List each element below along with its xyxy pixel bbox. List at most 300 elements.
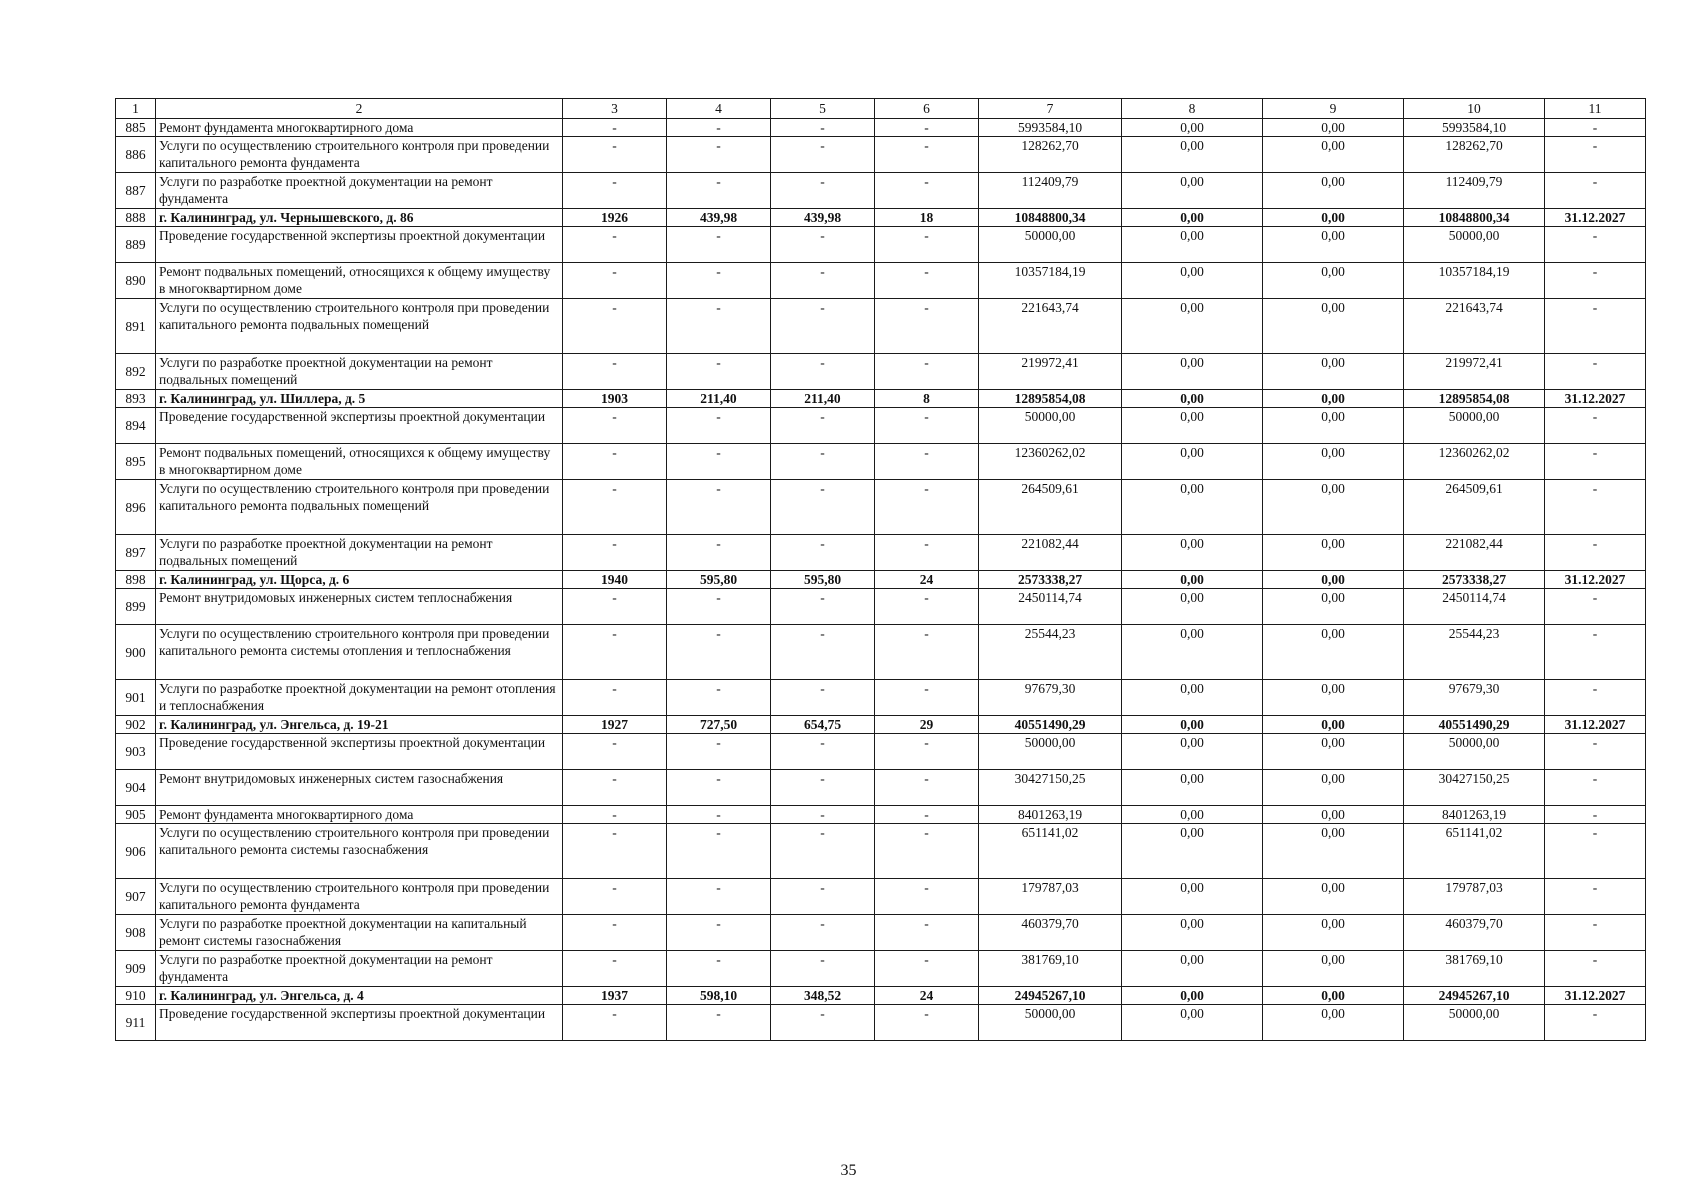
column-header: 7 — [979, 99, 1122, 119]
cell-total-cost: 50000,00 — [979, 227, 1122, 263]
row-number: 900 — [116, 625, 156, 680]
cell-year: - — [563, 408, 667, 444]
cell-year: - — [563, 824, 667, 879]
row-number: 896 — [116, 480, 156, 535]
cell-deadline: - — [1545, 354, 1646, 390]
row-number: 890 — [116, 263, 156, 299]
cell-cost-col9: 0,00 — [1263, 137, 1404, 173]
cell-total-cost: 97679,30 — [979, 680, 1122, 716]
cell-year: - — [563, 1005, 667, 1041]
cell-cost-col10: 112409,79 — [1404, 173, 1545, 209]
cell-residents: - — [875, 589, 979, 625]
cell-total-cost: 24945267,10 — [979, 987, 1122, 1005]
work-row — [116, 137, 1646, 173]
cell-cost-col8: 0,00 — [1122, 951, 1263, 987]
cell-total-cost: 50000,00 — [979, 1005, 1122, 1041]
cell-deadline: - — [1545, 589, 1646, 625]
work-description: Услуги по осуществлению строительного контроля при проведении капитального ремонта системы газоснабжения — [156, 824, 563, 879]
cell-cost-col9: 0,00 — [1263, 680, 1404, 716]
cell-area-total: - — [667, 354, 771, 390]
cell-area-total: - — [667, 299, 771, 354]
cell-total-cost: 30427150,25 — [979, 770, 1122, 806]
column-header: 3 — [563, 99, 667, 119]
cell-area-total: - — [667, 535, 771, 571]
row-number: 911 — [116, 1005, 156, 1041]
cell-area-total: 211,40 — [667, 390, 771, 408]
cell-cost-col8: 0,00 — [1122, 137, 1263, 173]
column-header: 8 — [1122, 99, 1263, 119]
cell-total-cost: 112409,79 — [979, 173, 1122, 209]
work-row — [116, 480, 1646, 535]
cell-cost-col9: 0,00 — [1263, 716, 1404, 734]
address-row — [116, 390, 1646, 408]
cell-area-total: - — [667, 589, 771, 625]
work-description: Ремонт внутридомовых инженерных систем газоснабжения — [156, 770, 563, 806]
cell-total-cost: 179787,03 — [979, 879, 1122, 915]
cell-area-living: - — [771, 444, 875, 480]
cell-area-total: - — [667, 408, 771, 444]
cell-cost-col10: 12360262,02 — [1404, 444, 1545, 480]
address-row — [116, 987, 1646, 1005]
cell-area-living: - — [771, 263, 875, 299]
cell-cost-col9: 0,00 — [1263, 625, 1404, 680]
cell-area-total: - — [667, 915, 771, 951]
cell-cost-col9: 0,00 — [1263, 390, 1404, 408]
cell-year: - — [563, 354, 667, 390]
cell-cost-col8: 0,00 — [1122, 734, 1263, 770]
cell-total-cost: 264509,61 — [979, 480, 1122, 535]
cell-year: - — [563, 770, 667, 806]
cell-residents: - — [875, 173, 979, 209]
cell-area-living: - — [771, 879, 875, 915]
work-description: Услуги по разработке проектной документации на ремонт фундамента — [156, 951, 563, 987]
cell-area-living: 211,40 — [771, 390, 875, 408]
cell-cost-col9: 0,00 — [1263, 444, 1404, 480]
cell-area-total: - — [667, 263, 771, 299]
cell-area-living: - — [771, 535, 875, 571]
cell-residents: - — [875, 119, 979, 137]
work-description: г. Калининград, ул. Энгельса, д. 19-21 — [156, 716, 563, 734]
cell-year: - — [563, 227, 667, 263]
column-header: 5 — [771, 99, 875, 119]
cell-total-cost: 40551490,29 — [979, 716, 1122, 734]
cell-cost-col9: 0,00 — [1263, 987, 1404, 1005]
cell-area-living: 654,75 — [771, 716, 875, 734]
cell-area-living: 439,98 — [771, 209, 875, 227]
row-number: 895 — [116, 444, 156, 480]
column-header: 1 — [116, 99, 156, 119]
cell-residents: - — [875, 879, 979, 915]
cell-cost-col9: 0,00 — [1263, 571, 1404, 589]
work-description: г. Калининград, ул. Энгельса, д. 4 — [156, 987, 563, 1005]
work-description: Проведение государственной экспертизы проектной документации — [156, 408, 563, 444]
cell-deadline: 31.12.2027 — [1545, 209, 1646, 227]
work-row — [116, 770, 1646, 806]
cell-cost-col9: 0,00 — [1263, 408, 1404, 444]
row-number: 888 — [116, 209, 156, 227]
work-description: Ремонт подвальных помещений, относящихся к общему имуществу в многоквартирном доме — [156, 444, 563, 480]
row-number: 898 — [116, 571, 156, 589]
cell-residents: - — [875, 408, 979, 444]
work-row — [116, 354, 1646, 390]
cell-year: - — [563, 915, 667, 951]
cell-cost-col10: 8401263,19 — [1404, 806, 1545, 824]
cell-cost-col10: 10357184,19 — [1404, 263, 1545, 299]
cell-cost-col8: 0,00 — [1122, 390, 1263, 408]
cell-cost-col9: 0,00 — [1263, 589, 1404, 625]
cell-area-living: - — [771, 119, 875, 137]
row-number: 886 — [116, 137, 156, 173]
work-row — [116, 951, 1646, 987]
cell-year: - — [563, 951, 667, 987]
cell-deadline: - — [1545, 824, 1646, 879]
cell-residents: - — [875, 824, 979, 879]
cell-area-living: - — [771, 589, 875, 625]
row-number: 907 — [116, 879, 156, 915]
row-number: 903 — [116, 734, 156, 770]
work-description: Проведение государственной экспертизы проектной документации — [156, 227, 563, 263]
work-description: Услуги по осуществлению строительного контроля при проведении капитального ремонта подвальных помещений — [156, 480, 563, 535]
work-row — [116, 824, 1646, 879]
cell-residents: - — [875, 680, 979, 716]
cell-cost-col10: 50000,00 — [1404, 734, 1545, 770]
cell-cost-col8: 0,00 — [1122, 625, 1263, 680]
work-description: Услуги по осуществлению строительного контроля при проведении капитального ремонта фундамента — [156, 879, 563, 915]
cell-total-cost: 12360262,02 — [979, 444, 1122, 480]
cell-area-living: - — [771, 734, 875, 770]
cell-deadline: - — [1545, 137, 1646, 173]
cell-residents: - — [875, 137, 979, 173]
cell-cost-col8: 0,00 — [1122, 480, 1263, 535]
work-description: Услуги по осуществлению строительного контроля при проведении капитального ремонта системы отопления и теплоснабжения — [156, 625, 563, 680]
cell-residents: - — [875, 625, 979, 680]
cell-cost-col10: 40551490,29 — [1404, 716, 1545, 734]
cell-deadline: - — [1545, 1005, 1646, 1041]
cell-cost-col9: 0,00 — [1263, 806, 1404, 824]
cell-year: 1926 — [563, 209, 667, 227]
cell-cost-col9: 0,00 — [1263, 879, 1404, 915]
cell-cost-col9: 0,00 — [1263, 1005, 1404, 1041]
cell-deadline: - — [1545, 263, 1646, 299]
cell-deadline: - — [1545, 770, 1646, 806]
address-row — [116, 716, 1646, 734]
cell-area-total: 439,98 — [667, 209, 771, 227]
cell-year: 1903 — [563, 390, 667, 408]
cell-cost-col8: 0,00 — [1122, 806, 1263, 824]
cell-area-total: - — [667, 480, 771, 535]
work-row — [116, 734, 1646, 770]
work-description: Проведение государственной экспертизы проектной документации — [156, 734, 563, 770]
page-number: 35 — [840, 1162, 857, 1179]
address-row — [116, 209, 1646, 227]
row-number: 902 — [116, 716, 156, 734]
work-description: Услуги по разработке проектной документации на капитальный ремонт системы газоснабжения — [156, 915, 563, 951]
cell-cost-col10: 50000,00 — [1404, 408, 1545, 444]
cell-area-living: - — [771, 408, 875, 444]
cell-total-cost: 221082,44 — [979, 535, 1122, 571]
cell-cost-col9: 0,00 — [1263, 915, 1404, 951]
cell-area-total: - — [667, 770, 771, 806]
cell-residents: - — [875, 444, 979, 480]
cell-deadline: - — [1545, 444, 1646, 480]
cell-cost-col10: 10848800,34 — [1404, 209, 1545, 227]
cell-area-total: - — [667, 444, 771, 480]
cell-deadline: - — [1545, 734, 1646, 770]
cell-residents: 8 — [875, 390, 979, 408]
work-description: г. Калининград, ул. Щорса, д. 6 — [156, 571, 563, 589]
work-description: Проведение государственной экспертизы проектной документации — [156, 1005, 563, 1041]
row-number: 894 — [116, 408, 156, 444]
work-row — [116, 625, 1646, 680]
cell-area-total: - — [667, 119, 771, 137]
work-description: Ремонт подвальных помещений, относящихся к общему имуществу в многоквартирном доме — [156, 263, 563, 299]
cell-deadline: 31.12.2027 — [1545, 390, 1646, 408]
row-number: 897 — [116, 535, 156, 571]
cell-area-total: 598,10 — [667, 987, 771, 1005]
work-description: Ремонт внутридомовых инженерных систем теплоснабжения — [156, 589, 563, 625]
row-number: 906 — [116, 824, 156, 879]
row-number: 904 — [116, 770, 156, 806]
cell-residents: - — [875, 915, 979, 951]
cell-cost-col10: 460379,70 — [1404, 915, 1545, 951]
cell-cost-col10: 50000,00 — [1404, 1005, 1545, 1041]
cell-cost-col10: 128262,70 — [1404, 137, 1545, 173]
column-header: 9 — [1263, 99, 1404, 119]
cell-area-living: - — [771, 173, 875, 209]
cell-year: - — [563, 535, 667, 571]
cell-total-cost: 2573338,27 — [979, 571, 1122, 589]
cell-area-total: - — [667, 680, 771, 716]
cell-cost-col9: 0,00 — [1263, 734, 1404, 770]
cell-area-living: - — [771, 299, 875, 354]
work-row — [116, 1005, 1646, 1041]
cell-area-total: - — [667, 173, 771, 209]
cell-residents: - — [875, 263, 979, 299]
cell-year: - — [563, 625, 667, 680]
cell-year: - — [563, 263, 667, 299]
cell-deadline: - — [1545, 951, 1646, 987]
work-row — [116, 915, 1646, 951]
column-header: 6 — [875, 99, 979, 119]
row-number: 909 — [116, 951, 156, 987]
cell-deadline: - — [1545, 625, 1646, 680]
cell-residents: 18 — [875, 209, 979, 227]
cell-cost-col8: 0,00 — [1122, 444, 1263, 480]
row-number: 905 — [116, 806, 156, 824]
work-description: Ремонт фундамента многоквартирного дома — [156, 806, 563, 824]
cell-residents: - — [875, 806, 979, 824]
cell-residents: 29 — [875, 716, 979, 734]
cell-residents: - — [875, 535, 979, 571]
cell-total-cost: 50000,00 — [979, 734, 1122, 770]
row-number: 901 — [116, 680, 156, 716]
cell-residents: - — [875, 1005, 979, 1041]
work-description: г. Калининград, ул. Шиллера, д. 5 — [156, 390, 563, 408]
cell-total-cost: 2450114,74 — [979, 589, 1122, 625]
cell-cost-col9: 0,00 — [1263, 824, 1404, 879]
cell-total-cost: 50000,00 — [979, 408, 1122, 444]
cell-cost-col8: 0,00 — [1122, 299, 1263, 354]
cell-cost-col8: 0,00 — [1122, 535, 1263, 571]
cell-area-living: 595,80 — [771, 571, 875, 589]
cell-deadline: - — [1545, 915, 1646, 951]
cell-area-total: - — [667, 625, 771, 680]
cell-cost-col9: 0,00 — [1263, 263, 1404, 299]
column-header: 11 — [1545, 99, 1646, 119]
row-number: 908 — [116, 915, 156, 951]
cell-cost-col10: 12895854,08 — [1404, 390, 1545, 408]
cell-area-total: 727,50 — [667, 716, 771, 734]
cell-cost-col8: 0,00 — [1122, 879, 1263, 915]
column-header: 4 — [667, 99, 771, 119]
cell-year: - — [563, 173, 667, 209]
cell-cost-col8: 0,00 — [1122, 227, 1263, 263]
cell-area-total: - — [667, 227, 771, 263]
cell-cost-col9: 0,00 — [1263, 299, 1404, 354]
cell-cost-col8: 0,00 — [1122, 354, 1263, 390]
cell-deadline: - — [1545, 173, 1646, 209]
cell-cost-col8: 0,00 — [1122, 571, 1263, 589]
cell-cost-col10: 221643,74 — [1404, 299, 1545, 354]
cell-total-cost: 5993584,10 — [979, 119, 1122, 137]
cell-year: - — [563, 299, 667, 354]
row-number: 889 — [116, 227, 156, 263]
cell-cost-col10: 651141,02 — [1404, 824, 1545, 879]
cell-year: - — [563, 680, 667, 716]
work-description: г. Калининград, ул. Чернышевского, д. 86 — [156, 209, 563, 227]
cell-deadline: 31.12.2027 — [1545, 987, 1646, 1005]
cell-year: - — [563, 734, 667, 770]
work-row — [116, 227, 1646, 263]
work-row — [116, 444, 1646, 480]
cell-deadline: - — [1545, 535, 1646, 571]
cell-cost-col8: 0,00 — [1122, 716, 1263, 734]
cell-total-cost: 8401263,19 — [979, 806, 1122, 824]
cell-year: - — [563, 480, 667, 535]
cell-cost-col9: 0,00 — [1263, 480, 1404, 535]
cell-deadline: - — [1545, 806, 1646, 824]
cell-cost-col8: 0,00 — [1122, 987, 1263, 1005]
cell-cost-col10: 179787,03 — [1404, 879, 1545, 915]
cell-deadline: - — [1545, 299, 1646, 354]
cell-cost-col9: 0,00 — [1263, 227, 1404, 263]
cell-cost-col10: 25544,23 — [1404, 625, 1545, 680]
work-row — [116, 119, 1646, 137]
cell-deadline: 31.12.2027 — [1545, 716, 1646, 734]
header-row — [116, 99, 1646, 119]
cell-area-living: - — [771, 806, 875, 824]
cell-cost-col10: 50000,00 — [1404, 227, 1545, 263]
cell-residents: 24 — [875, 571, 979, 589]
cell-cost-col8: 0,00 — [1122, 209, 1263, 227]
cell-cost-col10: 381769,10 — [1404, 951, 1545, 987]
cell-area-living: - — [771, 480, 875, 535]
cell-cost-col10: 24945267,10 — [1404, 987, 1545, 1005]
cell-area-total: - — [667, 734, 771, 770]
cell-area-living: - — [771, 915, 875, 951]
cell-area-living: - — [771, 770, 875, 806]
cell-cost-col10: 97679,30 — [1404, 680, 1545, 716]
cell-total-cost: 221643,74 — [979, 299, 1122, 354]
cell-cost-col8: 0,00 — [1122, 408, 1263, 444]
cell-residents: 24 — [875, 987, 979, 1005]
cell-area-total: - — [667, 806, 771, 824]
cell-cost-col10: 219972,41 — [1404, 354, 1545, 390]
cell-cost-col10: 221082,44 — [1404, 535, 1545, 571]
cell-area-total: - — [667, 824, 771, 879]
address-row — [116, 571, 1646, 589]
row-number: 910 — [116, 987, 156, 1005]
cell-residents: - — [875, 951, 979, 987]
cell-cost-col8: 0,00 — [1122, 263, 1263, 299]
cell-deadline: - — [1545, 480, 1646, 535]
work-description: Услуги по разработке проектной документации на ремонт отопления и теплоснабжения — [156, 680, 563, 716]
work-row — [116, 806, 1646, 824]
document-table — [115, 98, 1646, 1041]
work-description: Услуги по разработке проектной документации на ремонт подвальных помещений — [156, 354, 563, 390]
cell-area-living: - — [771, 1005, 875, 1041]
cell-year: - — [563, 589, 667, 625]
cell-area-total: - — [667, 951, 771, 987]
cell-total-cost: 12895854,08 — [979, 390, 1122, 408]
cell-cost-col8: 0,00 — [1122, 119, 1263, 137]
cell-residents: - — [875, 354, 979, 390]
cell-cost-col8: 0,00 — [1122, 680, 1263, 716]
cell-cost-col10: 2450114,74 — [1404, 589, 1545, 625]
cell-year: - — [563, 444, 667, 480]
cell-total-cost: 10357184,19 — [979, 263, 1122, 299]
row-number: 887 — [116, 173, 156, 209]
cell-total-cost: 651141,02 — [979, 824, 1122, 879]
cell-cost-col9: 0,00 — [1263, 770, 1404, 806]
cell-total-cost: 128262,70 — [979, 137, 1122, 173]
work-row — [116, 535, 1646, 571]
cell-residents: - — [875, 770, 979, 806]
work-row — [116, 263, 1646, 299]
cell-total-cost: 219972,41 — [979, 354, 1122, 390]
cell-residents: - — [875, 227, 979, 263]
cell-area-living: - — [771, 227, 875, 263]
work-description: Услуги по разработке проектной документации на ремонт подвальных помещений — [156, 535, 563, 571]
work-description: Услуги по осуществлению строительного контроля при проведении капитального ремонта подвальных помещений — [156, 299, 563, 354]
cell-area-living: - — [771, 824, 875, 879]
row-number: 899 — [116, 589, 156, 625]
cell-area-total: - — [667, 1005, 771, 1041]
cell-cost-col8: 0,00 — [1122, 1005, 1263, 1041]
cell-total-cost: 25544,23 — [979, 625, 1122, 680]
cell-area-living: - — [771, 137, 875, 173]
cell-area-living: - — [771, 354, 875, 390]
column-header: 10 — [1404, 99, 1545, 119]
work-description: Услуги по разработке проектной документации на ремонт фундамента — [156, 173, 563, 209]
cell-cost-col10: 5993584,10 — [1404, 119, 1545, 137]
cell-deadline: - — [1545, 408, 1646, 444]
work-row — [116, 589, 1646, 625]
cell-area-living: 348,52 — [771, 987, 875, 1005]
cell-cost-col9: 0,00 — [1263, 535, 1404, 571]
row-number: 885 — [116, 119, 156, 137]
cell-total-cost: 10848800,34 — [979, 209, 1122, 227]
cell-deadline: - — [1545, 119, 1646, 137]
work-description: Услуги по осуществлению строительного контроля при проведении капитального ремонта фундамента — [156, 137, 563, 173]
work-row — [116, 408, 1646, 444]
cell-year: - — [563, 879, 667, 915]
column-header: 2 — [156, 99, 563, 119]
cell-cost-col8: 0,00 — [1122, 915, 1263, 951]
cell-year: 1927 — [563, 716, 667, 734]
cell-cost-col8: 0,00 — [1122, 173, 1263, 209]
cell-cost-col9: 0,00 — [1263, 119, 1404, 137]
